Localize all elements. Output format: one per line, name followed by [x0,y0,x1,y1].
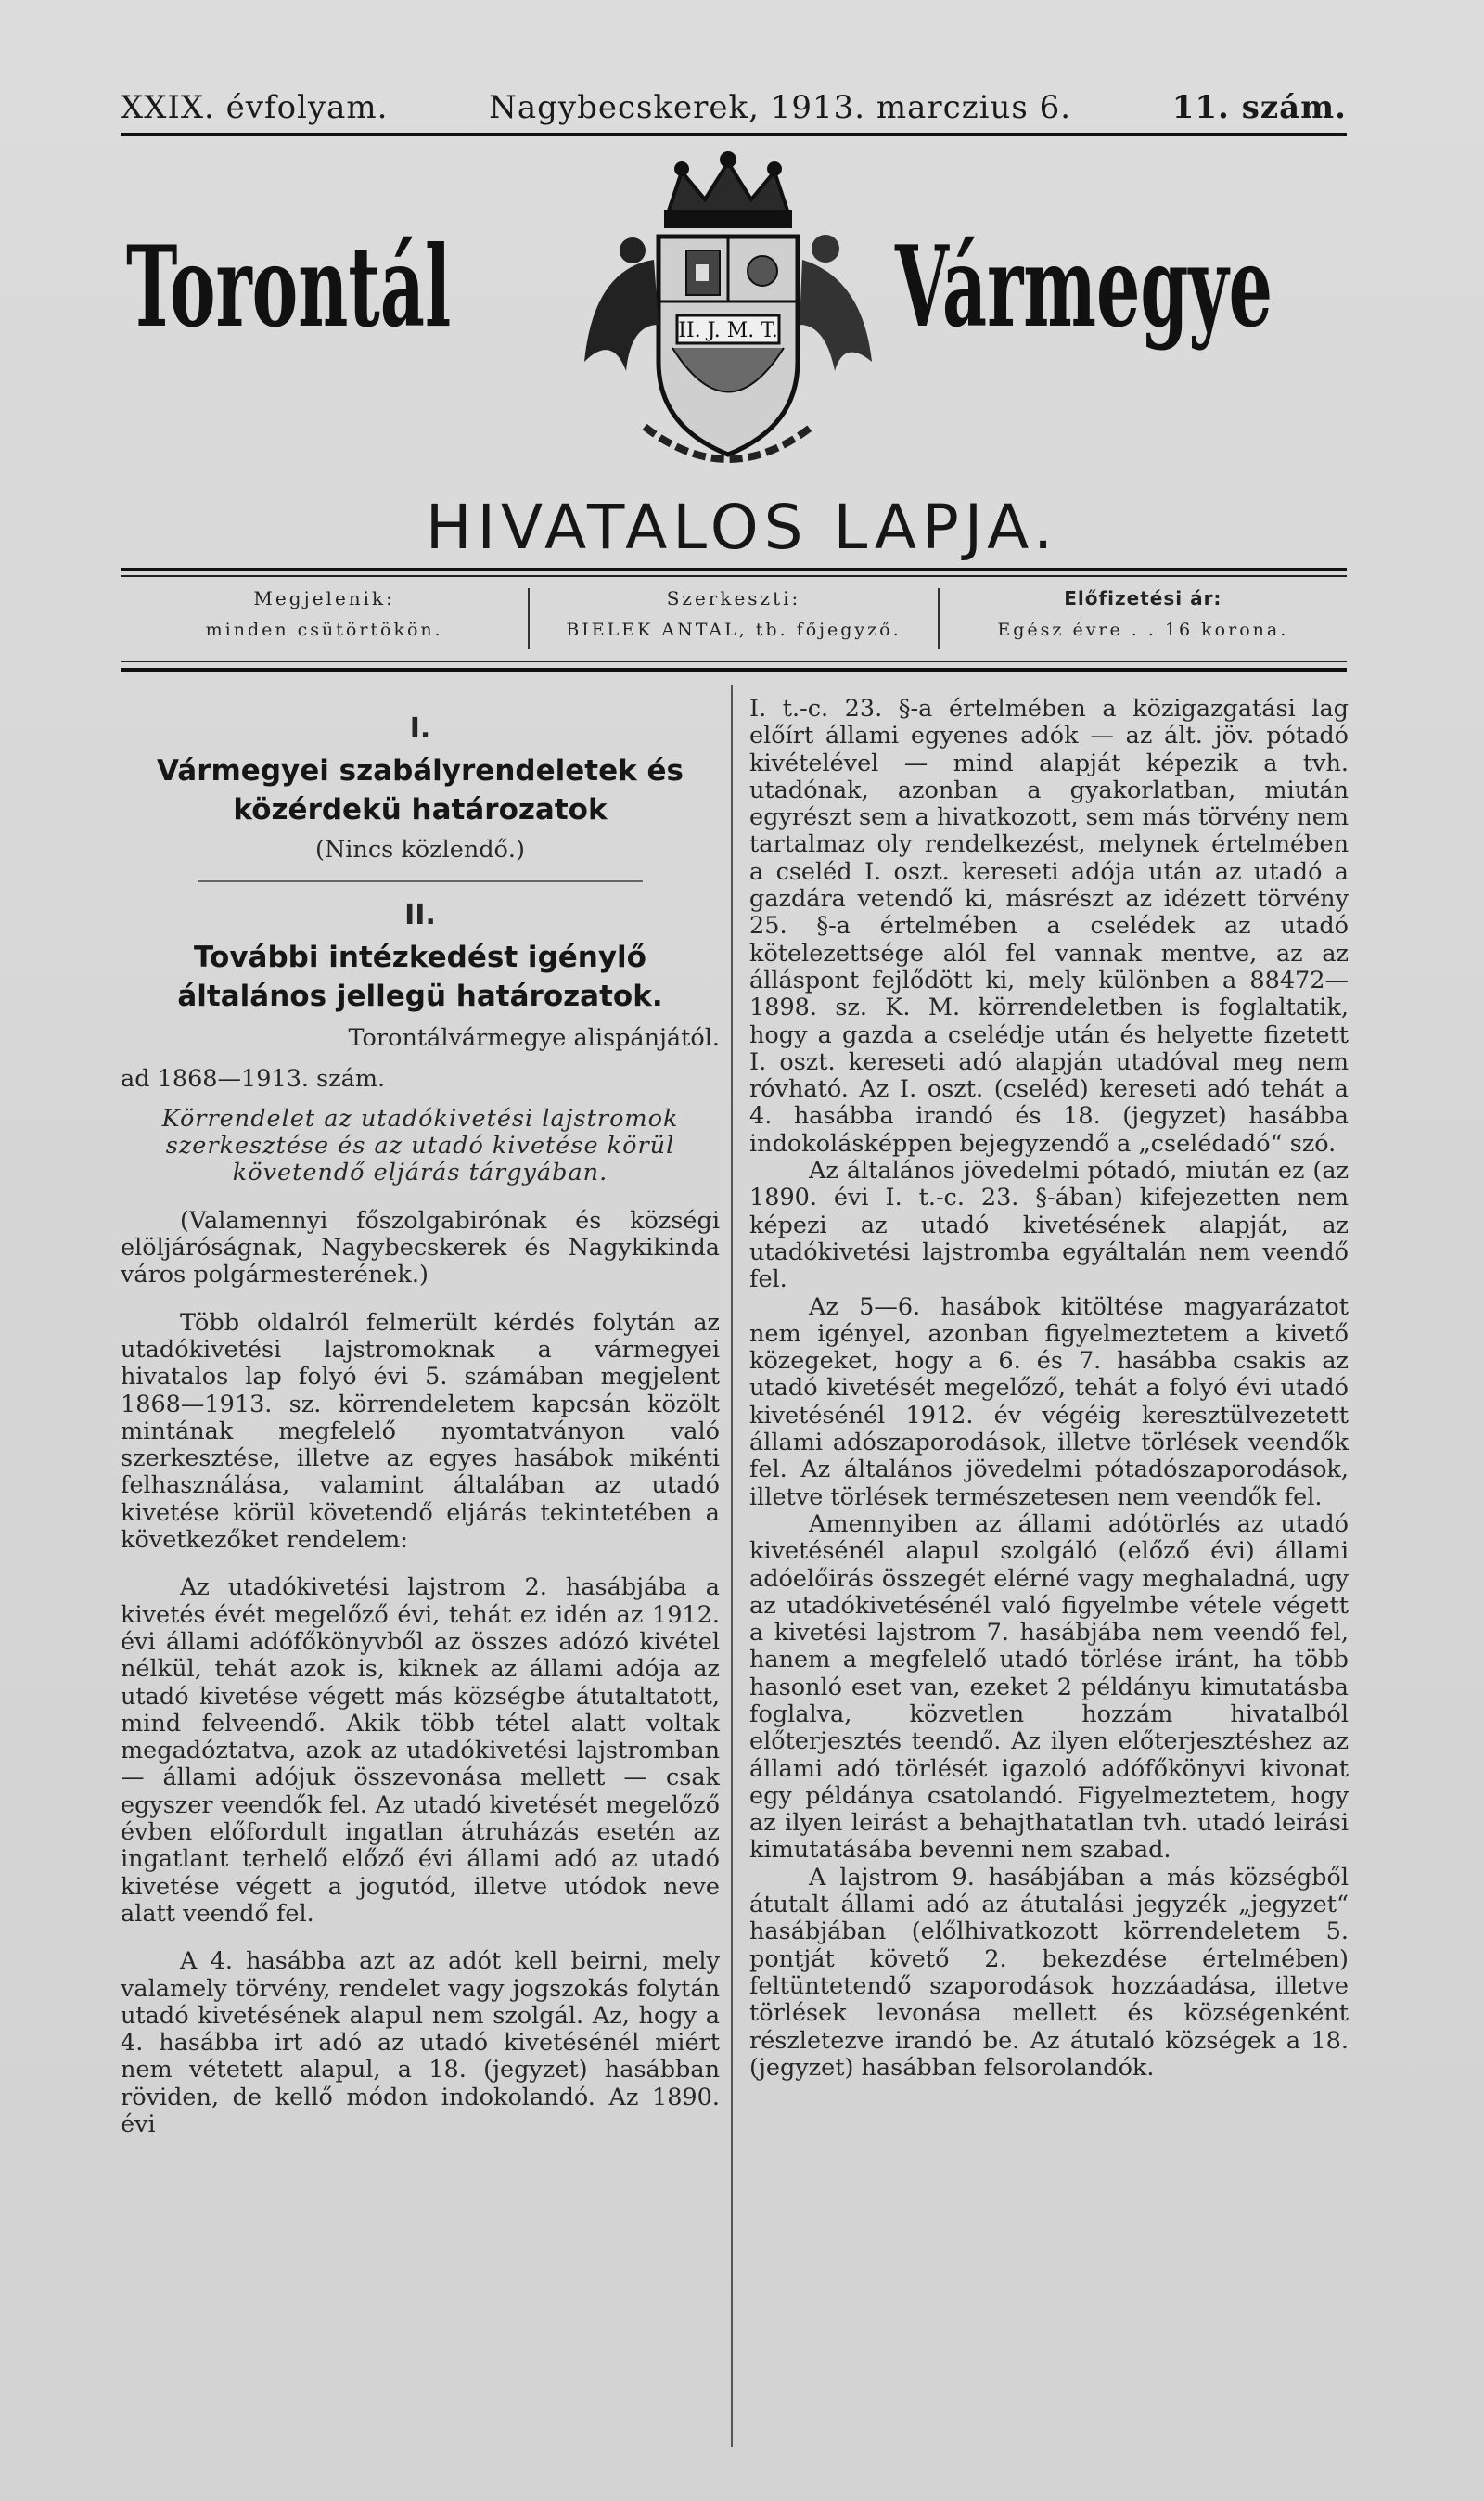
volume-label: XXIX. évfolyam. [121,89,389,126]
column-divider [731,685,733,2447]
sender-line: Torontálvármegye alispánjától. [348,1024,720,1053]
price-label: Előfizetési ár: [1064,587,1222,609]
issue-header [121,89,1347,126]
subscription-info [940,583,1347,655]
editor-value: BIELEK ANTAL, tb. főjegyző. [566,620,902,640]
paragraph: A 4. hasábba azt az adót kell beirni, mely valamely törvény, rendelet vagy jogszokás folytán utadó kivetésének alapul nem szolgál. Az, hogy a 4. hasábba irt adó az utadó kivetésénél miért nem vétetett alapul, a 18. (jegyzet) hasábban röviden, de kellő módon indokolandó. Az 1890. évi [121,1947,720,2138]
paragraph: I. t.-c. 23. §-a értelmében a közigazgatási lag előírt állami egyenes adók — az ált. jöv. pótadó kivételével — mind alapját képezik a tvh. utadónak, azonban a gyakorlatban, miután egyrészt sem a hivatkozott, sem más törvény nem tartalmaz oly rendelkezést, melynek értelmében a cseléd I. oszt. kereseti adója után az utadó a gazdára vetendő ki, másrészt az idézett törvény 25. §-a értelmében a cselédek az utadó kötelezettsége alól fel vannak mentve, az az álláspont fejlődött ki, mely különben a 88472—1898. sz. K. M. körrendeletben is foglaltatik, hogy a gazda a cselédje után és helyette fizetett I. oszt. kereseti adó alapján utadóval meg nem róvható. Az I. oszt. (cseléd) kereseti adó tehát a 4. hasábba irandó és 18. (jegyzet) hasábba indokolásképpen bejegyzendő a „cselédadó“ szó. [749,695,1349,1158]
section-separator [198,880,643,882]
issue-number: 11. szám. [1171,89,1347,126]
masthead-subtitle: HIVATALOS LAPJA. [425,492,1059,563]
publication-info [121,583,1347,655]
masthead-title-left: Torontál [126,222,452,353]
left-column [121,696,720,2138]
schedule-label: Megjelenik: [253,587,395,609]
masthead-rule-top [121,568,1347,571]
section-title: További intézkedést igénylő általános jellegü határozatok. [177,941,663,1014]
section-note: (Nincs közlendő.) [315,836,525,864]
paragraph: Az 5—6. hasábok kitöltése magyarázatot nem igényel, azonban figyelmeztetem a kivető közegeket, hogy a 6. és 7. hasábba csakis az utadó kivetését megelőző, tehát a folyó évi utadó kivetésénél 1912. év végéig keresztülvezetett állami adószaporodások, illetve törlések veendők fel. Az általános jövedelmi pótadószaporodások, illetve törlések természetesen nem veendők fel. [749,1292,1349,1511]
editor-info [530,583,937,655]
editor-label: Szerkeszti: [666,587,801,609]
section-number: II. [404,899,436,932]
decree-subject: Körrendelet az utadókivetési lajstromok szerkesztése és az utadó kivetése körül követendő eljárás tárgyában. [161,1104,679,1187]
section-number: I. [409,712,431,745]
place-date: Nagybecskerek, 1913. marczius 6. [489,89,1072,126]
paragraph: Több oldalról felmerült kérdés folytán az utadókivetési lajstromoknak a vármegyei hivatalos lap folyó évi 5. számában megjelent 1868—1913. sz. körrendeletem kapcsán közölt mintának megfelelő nyomtatványon való szerkesztése, illetve az egyes hasábok mikénti felhasználása, valamint általában az utadó kivetése körül követendő eljárás tekintetében a következőket rendelem: [121,1308,720,1555]
masthead-title-right: Vármegye [895,222,1273,353]
svg-text:II. J. M. T.: II. J. M. T. [678,319,778,342]
paragraph: A lajstrom 9. hasábjában a más községből átutalt állami adó az átutalási jegyzék „jegyzet“ hasábjában (előlhivatkozott körrendeletem 5. pontját követő 2. bekezdése értelmében) feltüntetendő szaporodások hozzáadása, illetve törlések levonása mellett és községenként részletezve irandó be. Az átutaló községek a 18. (jegyzet) hasábban felsorolandók. [749,1863,1349,2082]
info-rule-bottom [121,661,1347,662]
header-rule [121,133,1347,136]
paragraph: Amennyiben az állami adótörlés az utadó kivetésénél alapul szolgáló (előző évi) állami adóelőirás összegét elérné vagy meghaladná, ugy az utadókivetésénél való figyelmbe vétele végett a kivetési lajstrom 7. hasábjába nem veendő fel, hanem a megfelelő utadó törlése iránt, ha több hasonló eset van, ezeket 2 példányu kimutatásba foglalva, közvetlen hozzám hivatalból előterjesztés teendő. Az ilyen előterjesztéshez az állami adó törlését igazoló adófőkönyvi kivonat egy példánya csatolandó. Figyelmeztetem, hogy az ilyen leirást a behajthatatlan tvh. utadó leirási kimutatásába bevenni nem szabad. [749,1509,1349,1865]
section-title: Vármegyei szabályrendeletek és közérdekü határozatok [156,754,684,827]
masthead-rule-top-thin [121,575,1347,577]
schedule-value: minden csütörtökön. [205,620,443,640]
county-coat-of-arms-icon [556,148,900,482]
right-column [749,696,1349,2082]
info-rule-bottom-thick [121,668,1347,672]
paragraph: Az utadókivetési lajstrom 2. hasábjába a kivetés évét megelőző évi, tehát ez idén az 1912. évi állami adófőkönyvből az összes adózó kivétel nélkül, tehát azok is, kiknek az állami adója az utadó kivetése végett más községbe átutaltatott, mind felveendő. Akik több tétel alatt voltak megadóztatva, azok az utadókivetési lajstromban — állami adójuk összevonása mellett — csak egyszer veendők fel. Az utadó kivetését megelőző évben előfordult ingatlan átruházás esetén az ingatlant terhelő előző évi állami adó az utadó kivetése végett a jogutód, illetve utódok neve alatt veendő fel. [121,1573,720,1928]
paragraph: Az általános jövedelmi pótadó, miután ez (az 1890. évi I. t.-c. 23. §-ában) kifejezetten nem képezi az utadó kivetésének alapját, az utadókivetési lajstromba egyáltalán nem veendő fel. [749,1157,1349,1294]
publication-schedule [121,583,528,655]
reference-number: ad 1868—1913. szám. [121,1064,386,1093]
price-value: Egész évre . . 16 korona. [997,620,1289,640]
addressees: (Valamennyi főszolgabirónak és községi elöljáróságnak, Nagybecskerek és Nagykikinda város polgármesterének.) [121,1206,720,1289]
